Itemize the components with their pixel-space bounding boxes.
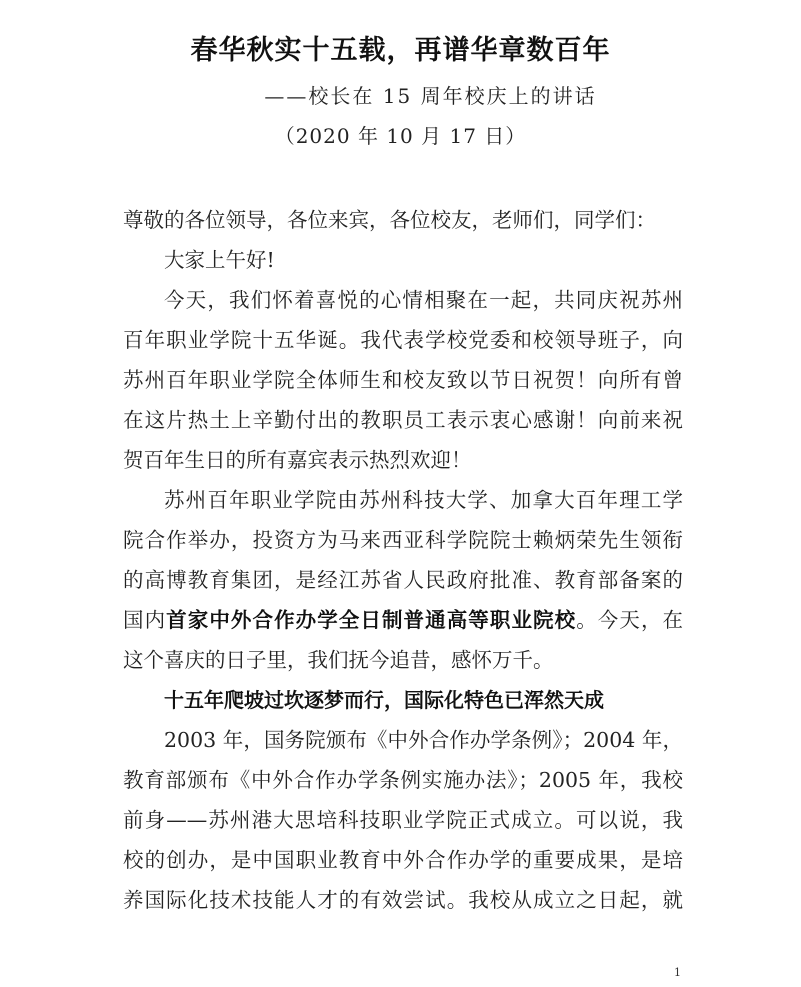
paragraph-line bbox=[123, 600, 683, 640]
paragraph-line: 前身——苏州港大思培科技职业学院正式成立。可以说，我 bbox=[123, 808, 683, 832]
paragraph-history bbox=[123, 720, 683, 920]
paragraph-line: 2003 年，国务院颁布《中外合作办学条例》；2004 年， bbox=[164, 728, 683, 752]
text-run: 。今天，在 bbox=[576, 608, 684, 632]
paragraph-line: 的高博教育集团，是经江苏省人民政府批准、教育部备案的 bbox=[123, 568, 683, 592]
document-title: 春华秋实十五载，再谱华章数百年 bbox=[190, 35, 611, 66]
paragraph-line: 这个喜庆的日子里，我们抚今追昔，感怀万千。 bbox=[123, 648, 554, 672]
paragraph-line: 苏州百年职业学院全体师生和校友致以节日祝贺！向所有曾 bbox=[123, 368, 683, 392]
page-number: 1 bbox=[674, 966, 681, 979]
document-body bbox=[123, 200, 683, 920]
paragraph-school-intro bbox=[123, 480, 683, 680]
paragraph-line: 在这片热土上辛勤付出的教职员工表示衷心感谢！向前来祝 bbox=[123, 408, 683, 432]
paragraph-line: 养国际化技术技能人才的有效尝试。我校从成立之日起，就 bbox=[123, 888, 683, 912]
section-heading: 十五年爬坡过坎逐梦而行，国际化特色已浑然天成 bbox=[164, 688, 604, 712]
paragraph-line: 校的创办，是中国职业教育中外合作办学的重要成果，是培 bbox=[123, 848, 683, 872]
paragraph-opening bbox=[123, 280, 683, 480]
salutation: 尊敬的各位领导，各位来宾，各位校友，老师们，同学们： bbox=[123, 208, 656, 232]
paragraph-line: 苏州百年职业学院由苏州科技大学、加拿大百年理工学 bbox=[164, 488, 683, 512]
paragraph-line: 百年职业学院十五华诞。我代表学校党委和校领导班子，向 bbox=[123, 328, 683, 352]
paragraph-line: 院合作举办，投资方为马来西亚科学院院士赖炳荣先生领衔 bbox=[123, 528, 683, 552]
bold-emphasis: 首家中外合作办学全日制普通高等职业院校 bbox=[166, 608, 577, 632]
document-subtitle: ——校长在 15 周年校庆上的讲话 bbox=[264, 84, 597, 108]
paragraph-line: 教育部颁布《中外合作办学条例实施办法》；2005 年，我校 bbox=[123, 768, 683, 792]
greeting: 大家上午好! bbox=[164, 248, 275, 272]
paragraph-line: 贺百年生日的所有嘉宾表示热烈欢迎！ bbox=[123, 448, 472, 472]
document-date: （2020 年 10 月 17 日） bbox=[274, 124, 527, 148]
text-run: 国内 bbox=[123, 608, 167, 632]
paragraph-line: 今天，我们怀着喜悦的心情相聚在一起，共同庆祝苏州 bbox=[164, 288, 683, 312]
